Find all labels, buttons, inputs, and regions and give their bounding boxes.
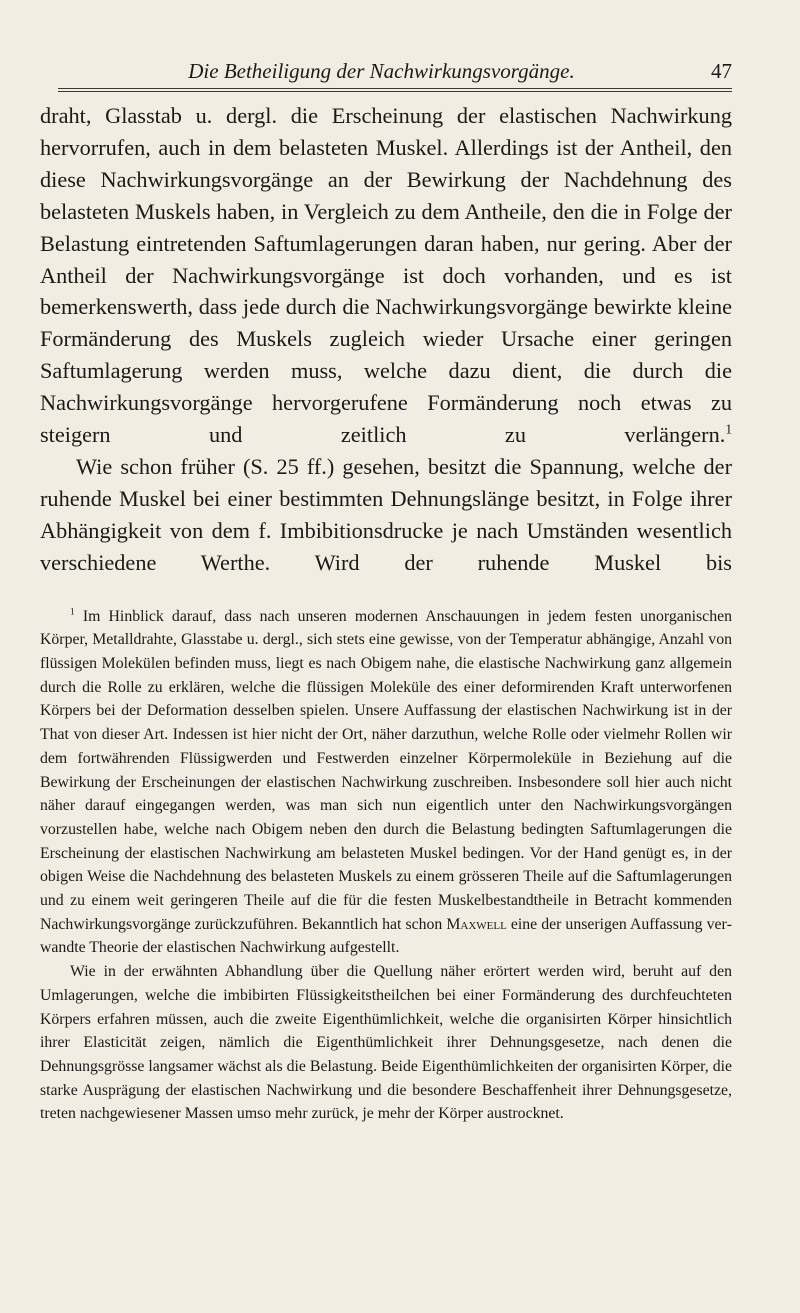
body-paragraph-1-text: draht, Glasstab u. dergl. die Erscheinung der elastischen Nachwirkung hervorrufen, auch in dem belasteten Muskel. Allerdings ist der Antheil, den diese Nachwirkungsvorgänge an der Bewirkung der Nachdehnung des belasteten Muskels haben, in Vergleich zu dem Antheile, den die in Folge der Belastung eintretenden Saftumlagerungen daran haben, nur gering. Aber der Antheil der Nachwirkungsvorgänge ist doch vorhanden, und es ist bemerkenswerth, dass jede durch die Nachwirkungsvorgänge bewirkte kleine Formänderung des Muskels zugleich wieder Ursache einer geringen Saftumlagerung werden muss, welche dazu dient, die durch die Nachwirkungsvorgänge hervorgerufene Formänderung noch etwas zu steigern und zeitlich zu verlängern.: [40, 103, 732, 448]
footnote-reference: 1: [725, 421, 732, 437]
footnote-text-b: eine der unserigen Auffassung verwandte Theorie der elastischen Nachwirkung aufgestellt.: [40, 915, 733, 957]
main-text: [40, 100, 732, 579]
page-number: 47: [711, 59, 732, 83]
book-page: [40, 58, 732, 1126]
header-rule: [58, 88, 732, 92]
footnote-paragraph-2: Wie in der erwähnten Abhandlung über die Quellung näher erörtert werden wird, beruht auf den Umlagerungen, welche die imbibirten Flüssigkeitstheilchen bei einer Formänderung des durchfeuchteten Körpers erfahren müssen, auch die zweite Eigenthümlichkeit, welche die organisirten Körper hinsichtlich ihrer Elasticität zeigen, nämlich die Eigenthümlichkeit ihrer Dehnungsgesetze, nach denen die Dehnungsgrösse langsamer wächst als die Belastung. Beide Eigenthümlichkeiten der organisirten Körper, die starke Ausprägung der elastischen Nachwirkung und die besondere Beschaffenheit ihrer Dehnungsgesetze, treten nachgewiesener Massen umso mehr zurück, je mehr der Körper austrocknet.: [40, 963, 732, 1123]
footnotes: [40, 605, 732, 1126]
footnote-marker: 1: [70, 607, 75, 618]
body-paragraph-2: Wie schon früher (S. 25 ff.) gesehen, besitzt die Spannung, welche der ruhende Muskel bei einer bestimmten Dehnungslänge besitzt, in Folge ihrer Abhängigkeit von dem f. Imbibitionsdrucke je nach Umständen wesentlich verschiedene Werthe. Wird der ruhende Muskel bis: [40, 453, 732, 575]
running-title: Die Betheiligung der Nachwirkungsvorgänge.: [188, 59, 575, 83]
body-paragraph-1: [40, 100, 732, 451]
author-name: Maxwell: [446, 915, 507, 933]
footnote-text-a: Im Hinblick darauf, dass nach unseren modernen Anschauungen in jedem festen unorganischen Körper, Metalldrahte, Glasstabe u. dergl., sich stets eine gewisse, von der Temperatur abhängige, Anzahl von flüssigen Molekülen befinden muss, liegt es nach Obigem nahe, die elastische Nachwirkung ganz allgemein durch die Rolle zu erklären, welche die flüssigen Moleküle des einer deformirenden Kraft unterworfenen Körpers bei der Deformation desselben spielen. Unsere Auffassung der elastischen Nachwirkung ist in der That von dieser Art. Indessen ist hier nicht der Ort, näher darzuthun, welche Rolle oder vielmehr Rollen wir dem fortwährenden Flüssigwerden und Festwerden einzelner Körpermoleküle in Beziehung auf die Bewirkung der Erscheinungen der elastischen Nachwirkung zuschreiben. Insbesondere soll hier auch nicht näher darauf eingegangen werden, was man sich nun eigentlich unter den Nachwirkungsvorgängen vorzustellen habe, welche nach Obigem neben den durch die Belastung bedingten Saftumlagerungen die Erscheinung der elastischen Nachwirkung am belasteten Muskel bedingen. Vor der Hand genügt es, in der obigen Weise die Nachdehnung des belasteten Muskels zu einem grösseren Theile auf die Saftumlagerungen und zu einem weit geringeren Theile auf die für die festen Muskelbestandtheile in Betracht kommenden Nachwirkungsvorgänge zurückzuführen. Bekanntlich hat schon: [40, 607, 732, 933]
running-header: [40, 58, 732, 88]
footnote-paragraph-1: [40, 605, 732, 961]
